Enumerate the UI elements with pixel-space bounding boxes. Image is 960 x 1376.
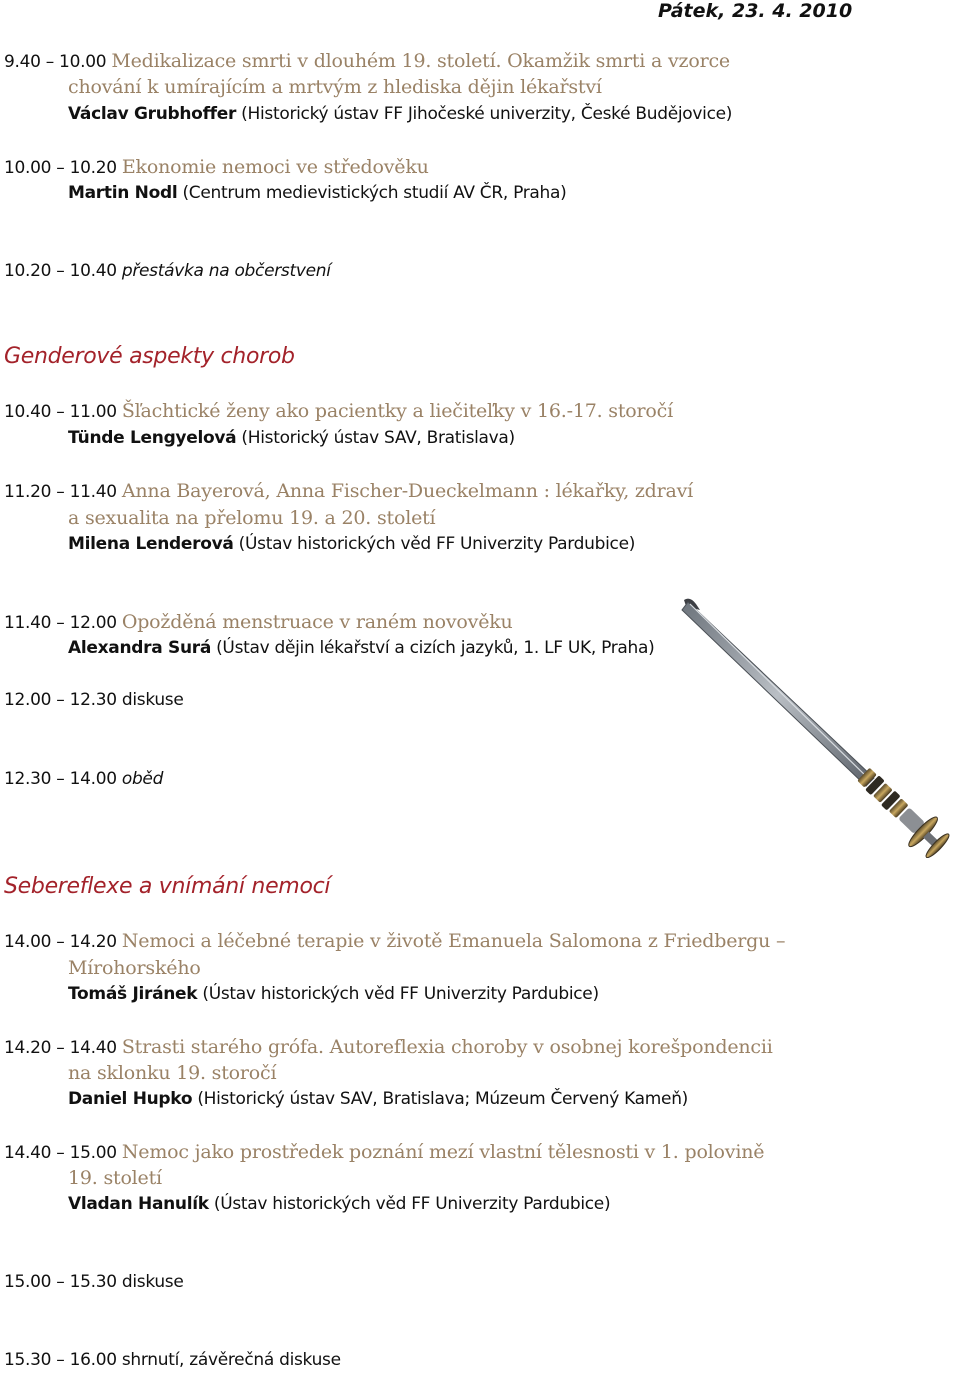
speaker-affiliation: (Ústav historických věd FF Univerzity Pardubice) xyxy=(197,984,599,1004)
medical-instrument-image xyxy=(670,590,960,860)
session-title: Nemoc jako prostředek poznání mezí vlastní tělesnosti v 1. polovině xyxy=(121,1141,765,1163)
session-14-00 xyxy=(4,930,785,952)
speaker-name: Vladan Hanulík xyxy=(68,1194,209,1214)
session-title: Ekonomie nemoci ve středověku xyxy=(121,156,429,178)
session-time: 11.40 – 12.00 xyxy=(4,613,117,633)
session-time: 10.40 – 11.00 xyxy=(4,402,117,422)
speaker-affiliation: (Historický ústav FF Jihočeské univerzity, České Budějovice) xyxy=(236,104,733,124)
session-speaker-line xyxy=(68,1089,688,1109)
speaker-name: Milena Lenderová xyxy=(68,534,234,554)
session-title-cont: na sklonku 19. storočí xyxy=(68,1062,277,1084)
speaker-affiliation: (Ústav dějin lékařství a cizích jazyků, 1. LF UK, Praha) xyxy=(211,638,655,658)
session-time: 14.40 – 15.00 xyxy=(4,1143,117,1163)
speaker-name: Tünde Lengyelová xyxy=(68,428,237,448)
session-speaker-line xyxy=(68,984,599,1004)
session-9-40 xyxy=(4,50,730,72)
speaker-name: Václav Grubhoffer xyxy=(68,104,237,124)
session-speaker-line xyxy=(68,638,654,658)
session-speaker-line xyxy=(68,428,515,448)
discussion-12-00 xyxy=(4,690,184,710)
speaker-name: Tomáš Jiránek xyxy=(68,984,198,1004)
discussion-15-00 xyxy=(4,1272,184,1292)
session-time: 9.40 – 10.00 xyxy=(4,52,107,72)
session-11-40 xyxy=(4,611,513,633)
session-speaker-line xyxy=(68,1194,610,1214)
session-title: Medikalizace smrti v dlouhém 19. století. Okamžik smrti a vzorce xyxy=(111,50,730,72)
session-time: 14.20 – 14.40 xyxy=(4,1038,117,1058)
session-speaker-line xyxy=(68,183,566,203)
session-10-40 xyxy=(4,400,673,422)
session-time: 10.00 – 10.20 xyxy=(4,158,117,178)
section-heading-gender: Genderové aspekty chorob xyxy=(4,344,295,369)
speaker-affiliation: (Centrum medievistických studií AV ČR, Praha) xyxy=(177,183,567,203)
lunch-label: oběd xyxy=(121,769,164,789)
discussion-label: diskuse xyxy=(121,1272,184,1292)
break-label: přestávka na občerstvení xyxy=(121,261,331,281)
page-date: Pátek, 23. 4. 2010 xyxy=(658,0,853,22)
discussion-time: 15.00 – 15.30 xyxy=(4,1272,117,1292)
session-title: Šľachtické ženy ako pacientky a liečiteľky v 16.-17. storočí xyxy=(121,400,673,422)
break-10-20 xyxy=(4,261,331,281)
session-title-cont: 19. století xyxy=(68,1167,162,1189)
speaker-affiliation: (Historický ústav SAV, Bratislava; Múzeum Červený Kameň) xyxy=(192,1089,689,1109)
session-title: Opožděná menstruace v raném novověku xyxy=(121,611,513,633)
closing-15-30 xyxy=(4,1350,341,1370)
session-title: Anna Bayerová, Anna Fischer-Dueckelmann : lékařky, zdraví xyxy=(121,480,694,502)
speaker-affiliation: (Ústav historických věd FF Univerzity Pardubice) xyxy=(208,1194,611,1214)
closing-label: shrnutí, závěrečná diskuse xyxy=(121,1350,341,1370)
lunch-time: 12.30 – 14.00 xyxy=(4,769,117,789)
speaker-affiliation: (Ústav historických věd FF Univerzity Pardubice) xyxy=(233,534,636,554)
speaker-name: Martin Nodl xyxy=(68,183,178,203)
session-time: 14.00 – 14.20 xyxy=(4,932,117,952)
session-speaker-line xyxy=(68,104,732,124)
speaker-name: Alexandra Surá xyxy=(68,638,211,658)
session-speaker-line xyxy=(68,534,635,554)
discussion-time: 12.00 – 12.30 xyxy=(4,690,117,710)
session-title: Strasti starého grófa. Autoreflexia choroby v osobnej korešpondencii xyxy=(121,1036,773,1058)
break-time: 10.20 – 10.40 xyxy=(4,261,117,281)
session-14-20 xyxy=(4,1036,773,1058)
session-title-cont: Mírohorského xyxy=(68,957,201,979)
closing-time: 15.30 – 16.00 xyxy=(4,1350,117,1370)
session-title-cont: a sexualita na přelomu 19. a 20. století xyxy=(68,507,436,529)
session-11-20 xyxy=(4,480,693,502)
section-heading-selfreflection: Sebereflexe a vnímání nemocí xyxy=(4,874,331,899)
speaker-affiliation: (Historický ústav SAV, Bratislava) xyxy=(236,428,515,448)
speaker-name: Daniel Hupko xyxy=(68,1089,193,1109)
discussion-label: diskuse xyxy=(121,690,184,710)
session-title-cont: chování k umírajícím a mrtvým z hlediska dějin lékařství xyxy=(68,76,602,98)
session-time: 11.20 – 11.40 xyxy=(4,482,117,502)
session-14-40 xyxy=(4,1141,764,1163)
lunch-12-30 xyxy=(4,769,163,789)
session-10-00 xyxy=(4,156,429,178)
session-title: Nemoci a léčebné terapie v životě Emanuela Salomona z Friedbergu – xyxy=(121,930,786,952)
